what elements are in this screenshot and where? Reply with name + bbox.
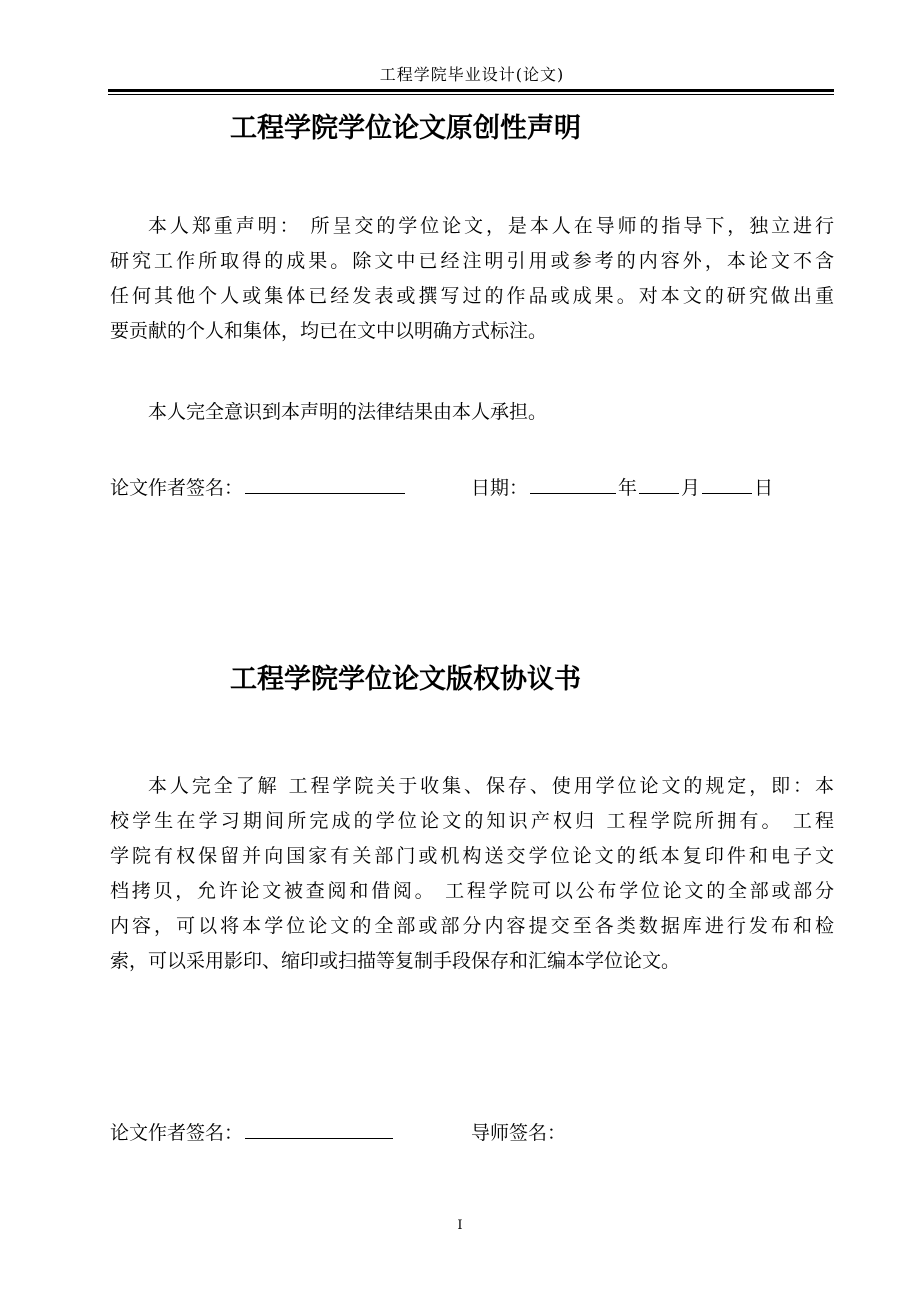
copyright-line: 内容，可以将本学位论文的全部或部分内容提交至各类数据库进行发布和检: [110, 915, 834, 937]
copyright-paragraph: [110, 769, 834, 979]
month-label: 月: [681, 477, 701, 499]
originality-signature-row: [110, 473, 773, 501]
copyright-line: 索，可以采用影印、缩印或扫描等复制手段保存和汇编本学位论文。: [110, 950, 681, 972]
copyright-signature-row: [110, 1118, 566, 1146]
page-number: I: [457, 1218, 463, 1233]
date-label: 日期：: [471, 477, 529, 499]
originality-line: 任何其他个人或集体已经发表或撰写过的作品或成果。对本文的研究做出重: [110, 285, 834, 307]
running-header: 工程学院毕业设计(论文): [379, 65, 565, 84]
originality-line: 研究工作所取得的成果。除文中已经注明引用或参考的内容外，本论文不含: [110, 250, 834, 272]
date-year-field[interactable]: [530, 473, 616, 494]
copyright-line: 校学生在学习期间所完成的学位论文的知识产权归 工程学院所拥有。 工程: [110, 810, 834, 832]
originality-responsibility: 本人完全意识到本声明的法律结果由本人承担。: [148, 401, 548, 423]
originality-title: 工程学院学位论文原创性声明: [230, 113, 581, 144]
author-signature-label: 论文作者签名：: [110, 477, 244, 499]
header-rule-thin: [108, 94, 834, 95]
copyright-title: 工程学院学位论文版权协议书: [230, 664, 581, 695]
originality-line: 要贡献的个人和集体，均已在文中以明确方式标注。: [110, 320, 548, 342]
day-label: 日: [754, 477, 774, 499]
author-signature-field[interactable]: [245, 1118, 393, 1139]
copyright-line: 本人完全了解 工程学院关于收集、保存、使用学位论文的规定，即：本: [148, 775, 834, 797]
header-rule: [108, 89, 834, 92]
date-day-field[interactable]: [702, 473, 752, 494]
author-signature-field[interactable]: [245, 473, 405, 494]
date-month-field[interactable]: [639, 473, 679, 494]
author-signature-label: 论文作者签名：: [110, 1122, 244, 1144]
year-label: 年: [618, 477, 638, 499]
advisor-signature-label: 导师签名：: [471, 1122, 567, 1144]
copyright-line: 档拷贝，允许论文被查阅和借阅。 工程学院可以公布学位论文的全部或部分: [110, 880, 834, 902]
originality-paragraph: [110, 209, 834, 349]
originality-line: 本人郑重声明： 所呈交的学位论文，是本人在导师的指导下，独立进行: [148, 215, 834, 237]
copyright-line: 学院有权保留并向国家有关部门或机构送交学位论文的纸本复印件和电子文: [110, 845, 834, 867]
